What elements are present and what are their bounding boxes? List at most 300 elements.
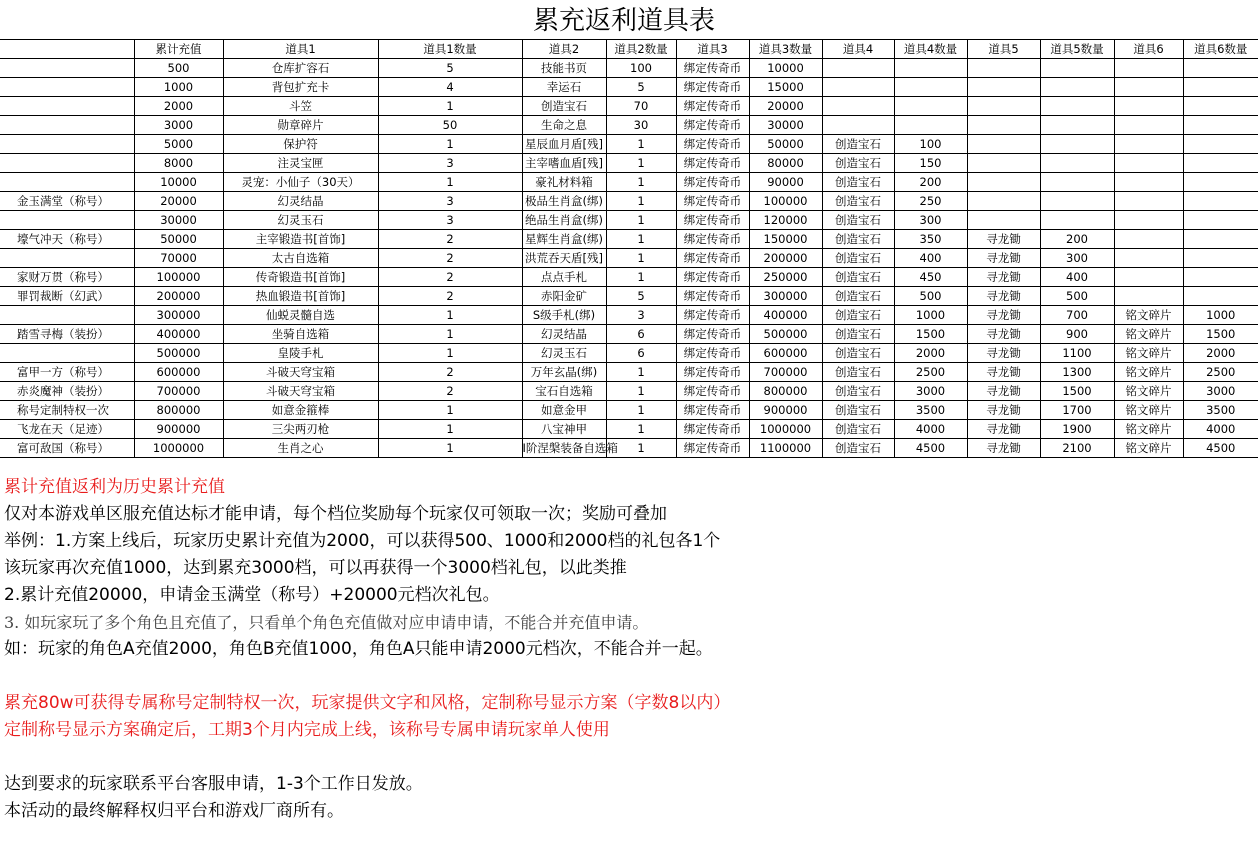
table-cell[interactable]: 主宰锻造书[首饰] (223, 230, 378, 249)
table-cell[interactable]: 20000 (134, 192, 223, 211)
table-cell[interactable]: 绑定传奇币 (676, 230, 749, 249)
table-cell[interactable]: 700000 (134, 382, 223, 401)
table-cell[interactable]: 1 (606, 230, 676, 249)
reward-title-cell[interactable]: 罪罚裁断（幻武） (0, 287, 134, 306)
table-cell[interactable]: 勋章碎片 (223, 116, 378, 135)
table-cell[interactable]: 铭文碎片 (1114, 306, 1183, 325)
table-cell[interactable]: 绑定传奇币 (676, 154, 749, 173)
table-cell[interactable]: 1100000 (749, 439, 822, 458)
table-cell[interactable]: 900 (1040, 325, 1114, 344)
table-cell[interactable]: 1 (606, 192, 676, 211)
table-cell[interactable]: 300 (894, 211, 967, 230)
table-cell[interactable]: 背包扩充卡 (223, 78, 378, 97)
table-cell[interactable] (1040, 116, 1114, 135)
table-cell[interactable]: 3500 (1183, 401, 1258, 420)
reward-title-cell[interactable]: 壕气冲天（称号） (0, 230, 134, 249)
table-cell[interactable]: 八宝神甲 (522, 420, 606, 439)
table-cell[interactable]: 600000 (749, 344, 822, 363)
table-cell[interactable]: 2 (378, 382, 522, 401)
table-cell[interactable] (967, 59, 1040, 78)
table-cell[interactable]: 800000 (749, 382, 822, 401)
table-cell[interactable]: 3000 (134, 116, 223, 135)
reward-title-cell[interactable] (0, 173, 134, 192)
table-cell[interactable]: 4500 (1183, 439, 1258, 458)
table-cell[interactable]: 铭文碎片 (1114, 420, 1183, 439)
reward-title-cell[interactable] (0, 135, 134, 154)
table-cell[interactable]: 250 (894, 192, 967, 211)
table-cell[interactable] (967, 135, 1040, 154)
table-cell[interactable] (1183, 97, 1258, 116)
table-cell[interactable] (1183, 192, 1258, 211)
table-cell[interactable]: 20000 (749, 97, 822, 116)
table-cell[interactable]: 保护符 (223, 135, 378, 154)
table-cell[interactable] (894, 59, 967, 78)
table-cell[interactable] (1040, 135, 1114, 154)
table-cell[interactable]: 1 (378, 325, 522, 344)
reward-title-cell[interactable]: 金玉满堂（称号） (0, 192, 134, 211)
table-cell[interactable]: 绑定传奇币 (676, 420, 749, 439)
table-cell[interactable]: 传奇锻造书[首饰] (223, 268, 378, 287)
reward-title-cell[interactable] (0, 116, 134, 135)
table-cell[interactable]: 1 (606, 211, 676, 230)
table-cell[interactable]: 1700 (1040, 401, 1114, 420)
table-cell[interactable]: 寻龙锄 (967, 439, 1040, 458)
table-cell[interactable]: 斗破天穹宝箱 (223, 382, 378, 401)
table-cell[interactable] (1183, 287, 1258, 306)
table-cell[interactable] (1114, 173, 1183, 192)
table-cell[interactable] (967, 78, 1040, 97)
table-cell[interactable] (1114, 192, 1183, 211)
column-header[interactable]: 道具2 (522, 40, 606, 59)
reward-title-cell[interactable]: 富甲一方（称号） (0, 363, 134, 382)
table-cell[interactable]: 创造宝石 (822, 230, 894, 249)
table-cell[interactable] (1040, 192, 1114, 211)
table-cell[interactable]: 绑定传奇币 (676, 363, 749, 382)
table-cell[interactable]: 主宰嗜血盾[残] (522, 154, 606, 173)
column-header[interactable]: 道具3数量 (749, 40, 822, 59)
table-cell[interactable] (1114, 116, 1183, 135)
table-cell[interactable]: 150 (894, 154, 967, 173)
table-cell[interactable]: 洪荒吞天盾[残] (522, 249, 606, 268)
table-cell[interactable] (1183, 116, 1258, 135)
table-cell[interactable] (1040, 211, 1114, 230)
table-cell[interactable]: 赤阳金矿 (522, 287, 606, 306)
table-cell[interactable]: 1 (606, 154, 676, 173)
table-cell[interactable]: 1 (606, 401, 676, 420)
table-cell[interactable]: 600000 (134, 363, 223, 382)
table-cell[interactable]: 寻龙锄 (967, 287, 1040, 306)
table-cell[interactable]: 绑定传奇币 (676, 211, 749, 230)
column-header[interactable]: 道具4数量 (894, 40, 967, 59)
table-cell[interactable]: 绑定传奇币 (676, 192, 749, 211)
table-cell[interactable]: 创造宝石 (822, 211, 894, 230)
reward-title-cell[interactable] (0, 59, 134, 78)
table-cell[interactable]: 50000 (134, 230, 223, 249)
table-cell[interactable]: 3 (378, 192, 522, 211)
table-cell[interactable]: 1300 (1040, 363, 1114, 382)
table-cell[interactable]: 1000 (134, 78, 223, 97)
table-cell[interactable]: 500000 (749, 325, 822, 344)
table-cell[interactable]: 4000 (1183, 420, 1258, 439)
table-cell[interactable]: 寻龙锄 (967, 382, 1040, 401)
table-cell[interactable]: 铭文碎片 (1114, 363, 1183, 382)
table-cell[interactable]: 700 (1040, 306, 1114, 325)
table-cell[interactable] (1040, 97, 1114, 116)
table-cell[interactable]: 500000 (134, 344, 223, 363)
table-cell[interactable]: 2000 (894, 344, 967, 363)
table-cell[interactable]: 500 (894, 287, 967, 306)
table-cell[interactable]: 1 (378, 97, 522, 116)
table-cell[interactable]: 寻龙锄 (967, 401, 1040, 420)
column-header[interactable]: 道具3 (676, 40, 749, 59)
table-cell[interactable]: 创造宝石 (822, 173, 894, 192)
table-cell[interactable] (1183, 135, 1258, 154)
table-cell[interactable]: 创造宝石 (822, 344, 894, 363)
table-cell[interactable]: 200000 (749, 249, 822, 268)
reward-title-cell[interactable] (0, 306, 134, 325)
table-cell[interactable]: 80000 (749, 154, 822, 173)
table-cell[interactable]: 3 (606, 306, 676, 325)
table-cell[interactable]: 寻龙锄 (967, 420, 1040, 439)
table-cell[interactable]: 寻龙锄 (967, 306, 1040, 325)
table-cell[interactable] (1114, 287, 1183, 306)
table-cell[interactable]: 寻龙锄 (967, 325, 1040, 344)
table-cell[interactable]: 灵宠：小仙子（30天） (223, 173, 378, 192)
table-cell[interactable] (1114, 97, 1183, 116)
table-cell[interactable]: 10000 (749, 59, 822, 78)
table-cell[interactable]: 5 (378, 59, 522, 78)
table-cell[interactable]: 1 (378, 344, 522, 363)
table-cell[interactable]: 1000 (1183, 306, 1258, 325)
table-cell[interactable]: 绑定传奇币 (676, 135, 749, 154)
table-cell[interactable]: 1 (606, 439, 676, 458)
table-cell[interactable] (1183, 249, 1258, 268)
column-header[interactable]: 累计充值 (134, 40, 223, 59)
table-cell[interactable] (967, 97, 1040, 116)
reward-title-cell[interactable] (0, 211, 134, 230)
table-cell[interactable] (822, 78, 894, 97)
table-cell[interactable]: 注灵宝匣 (223, 154, 378, 173)
table-cell[interactable]: 创造宝石 (822, 363, 894, 382)
column-header[interactable]: 道具1数量 (378, 40, 522, 59)
table-cell[interactable]: 200 (894, 173, 967, 192)
table-cell[interactable]: 星辰血月盾[残] (522, 135, 606, 154)
table-cell[interactable]: 900000 (134, 420, 223, 439)
table-cell[interactable]: 铭文碎片 (1114, 344, 1183, 363)
table-cell[interactable]: 2 (378, 249, 522, 268)
table-cell[interactable]: 1 (606, 382, 676, 401)
table-cell[interactable]: 绑定传奇币 (676, 306, 749, 325)
table-cell[interactable] (894, 78, 967, 97)
table-cell[interactable] (1114, 211, 1183, 230)
table-cell[interactable]: 100000 (749, 192, 822, 211)
table-cell[interactable] (1183, 173, 1258, 192)
table-cell[interactable]: 4500 (894, 439, 967, 458)
column-header[interactable]: 道具6 (1114, 40, 1183, 59)
table-cell[interactable]: 宝石自选箱 (522, 382, 606, 401)
table-cell[interactable]: 700000 (749, 363, 822, 382)
table-cell[interactable]: 2 (378, 268, 522, 287)
table-cell[interactable] (1114, 230, 1183, 249)
table-cell[interactable]: 50000 (749, 135, 822, 154)
table-cell[interactable]: 绑定传奇币 (676, 344, 749, 363)
table-cell[interactable] (1183, 59, 1258, 78)
table-cell[interactable]: 5000 (134, 135, 223, 154)
table-cell[interactable]: 1 (606, 173, 676, 192)
table-cell[interactable]: 5 (606, 287, 676, 306)
table-cell[interactable]: 绑定传奇币 (676, 401, 749, 420)
table-cell[interactable]: 2 (378, 230, 522, 249)
table-cell[interactable]: 150000 (749, 230, 822, 249)
table-cell[interactable]: 5 (606, 78, 676, 97)
table-cell[interactable]: 幻灵玉石 (223, 211, 378, 230)
table-cell[interactable]: 绝品生肖盒(绑) (522, 211, 606, 230)
table-cell[interactable]: 1 (378, 439, 522, 458)
table-cell[interactable]: 创造宝石 (822, 268, 894, 287)
table-cell[interactable]: 800000 (134, 401, 223, 420)
table-cell[interactable]: 1 (606, 249, 676, 268)
table-cell[interactable]: 万年玄晶(绑) (522, 363, 606, 382)
table-cell[interactable]: 创造宝石 (822, 154, 894, 173)
table-cell[interactable]: 创造宝石 (822, 401, 894, 420)
table-cell[interactable]: 创造宝石 (822, 192, 894, 211)
reward-title-cell[interactable]: 赤炎魔神（装扮） (0, 382, 134, 401)
reward-title-cell[interactable]: 称号定制特权一次 (0, 401, 134, 420)
table-cell[interactable]: 极品生肖盒(绑) (522, 192, 606, 211)
table-cell[interactable]: 技能书页 (522, 59, 606, 78)
column-header[interactable]: 道具2数量 (606, 40, 676, 59)
table-cell[interactable]: 绑定传奇币 (676, 173, 749, 192)
table-cell[interactable]: 幻灵结晶 (522, 325, 606, 344)
table-cell[interactable]: 300000 (134, 306, 223, 325)
table-cell[interactable]: 15000 (749, 78, 822, 97)
table-cell[interactable]: 30000 (749, 116, 822, 135)
table-cell[interactable]: 300 (1040, 249, 1114, 268)
table-cell[interactable]: 生命之息 (522, 116, 606, 135)
table-cell[interactable]: 500 (1040, 287, 1114, 306)
table-cell[interactable]: 1500 (1040, 382, 1114, 401)
table-cell[interactable]: 4 (378, 78, 522, 97)
table-cell[interactable] (822, 59, 894, 78)
table-cell[interactable]: 900000 (749, 401, 822, 420)
table-cell[interactable] (1183, 154, 1258, 173)
table-cell[interactable]: 皇陵手札 (223, 344, 378, 363)
table-cell[interactable]: S级手札(绑) (522, 306, 606, 325)
table-cell[interactable]: 3 (378, 154, 522, 173)
table-cell[interactable]: 创造宝石 (822, 420, 894, 439)
table-cell[interactable]: 1000000 (749, 420, 822, 439)
table-cell[interactable]: 绑定传奇币 (676, 59, 749, 78)
table-cell[interactable]: 创造宝石 (822, 135, 894, 154)
table-cell[interactable]: 2500 (894, 363, 967, 382)
table-cell[interactable]: 1 (378, 420, 522, 439)
table-cell[interactable]: 寻龙锄 (967, 268, 1040, 287)
table-cell[interactable]: 寻龙锄 (967, 249, 1040, 268)
table-cell[interactable]: 100 (606, 59, 676, 78)
table-cell[interactable]: 幸运石 (522, 78, 606, 97)
reward-title-cell[interactable] (0, 154, 134, 173)
table-cell[interactable]: 1100 (1040, 344, 1114, 363)
table-cell[interactable]: 450 (894, 268, 967, 287)
table-cell[interactable]: 创造宝石 (822, 382, 894, 401)
table-cell[interactable] (822, 116, 894, 135)
table-cell[interactable]: 6 (606, 344, 676, 363)
table-cell[interactable]: 3500 (894, 401, 967, 420)
table-cell[interactable]: 30 (606, 116, 676, 135)
table-cell[interactable]: 寻龙锄 (967, 230, 1040, 249)
table-cell[interactable]: 3000 (1183, 382, 1258, 401)
table-cell[interactable]: 生肖之心 (223, 439, 378, 458)
table-cell[interactable]: 2500 (1183, 363, 1258, 382)
table-cell[interactable]: 1000 (894, 306, 967, 325)
column-header[interactable]: 道具4 (822, 40, 894, 59)
table-cell[interactable]: 幻灵结晶 (223, 192, 378, 211)
table-cell[interactable]: 1 (606, 363, 676, 382)
reward-title-cell[interactable] (0, 97, 134, 116)
column-header[interactable] (0, 40, 134, 59)
table-cell[interactable]: 斗笠 (223, 97, 378, 116)
table-cell[interactable] (1114, 59, 1183, 78)
table-cell[interactable]: 2000 (134, 97, 223, 116)
table-cell[interactable]: 1 (606, 135, 676, 154)
table-cell[interactable]: 200 (1040, 230, 1114, 249)
table-cell[interactable] (822, 97, 894, 116)
table-cell[interactable]: 寻龙锄 (967, 344, 1040, 363)
table-cell[interactable]: 三尖两刃枪 (223, 420, 378, 439)
table-cell[interactable]: 幻灵玉石 (522, 344, 606, 363)
table-cell[interactable] (894, 97, 967, 116)
column-header[interactable]: 道具5 (967, 40, 1040, 59)
table-cell[interactable]: 1 (378, 306, 522, 325)
reward-title-cell[interactable] (0, 78, 134, 97)
table-cell[interactable]: 1900 (1040, 420, 1114, 439)
table-cell[interactable]: 1 (606, 268, 676, 287)
table-cell[interactable]: 500 (134, 59, 223, 78)
reward-title-cell[interactable] (0, 249, 134, 268)
reward-title-cell[interactable]: 飞龙在天（足迹） (0, 420, 134, 439)
table-cell[interactable]: 30000 (134, 211, 223, 230)
table-cell[interactable]: 1 (378, 135, 522, 154)
table-cell[interactable]: 70 (606, 97, 676, 116)
table-cell[interactable]: 绑定传奇币 (676, 116, 749, 135)
table-cell[interactable]: 1 (606, 420, 676, 439)
table-cell[interactable]: 点点手札 (522, 268, 606, 287)
table-cell[interactable]: 如意金甲 (522, 401, 606, 420)
table-cell[interactable] (894, 116, 967, 135)
table-cell[interactable]: 2100 (1040, 439, 1114, 458)
table-cell[interactable]: 创造宝石 (822, 249, 894, 268)
table-cell[interactable]: 绑定传奇币 (676, 249, 749, 268)
table-cell[interactable]: 10000 (134, 173, 223, 192)
table-cell[interactable] (967, 154, 1040, 173)
column-header[interactable]: 道具6数量 (1183, 40, 1258, 59)
table-cell[interactable]: 400000 (749, 306, 822, 325)
table-cell[interactable]: 2 (378, 287, 522, 306)
table-cell[interactable]: 50 (378, 116, 522, 135)
table-cell[interactable]: 绑定传奇币 (676, 97, 749, 116)
table-cell[interactable] (1040, 59, 1114, 78)
table-cell[interactable]: 350 (894, 230, 967, 249)
table-cell[interactable]: 400 (894, 249, 967, 268)
table-cell[interactable]: 创造宝石 (522, 97, 606, 116)
table-cell[interactable] (1114, 249, 1183, 268)
table-cell[interactable]: 铭文碎片 (1114, 382, 1183, 401)
table-cell[interactable]: 铭文碎片 (1114, 439, 1183, 458)
table-cell[interactable] (967, 116, 1040, 135)
column-header[interactable]: 道具1 (223, 40, 378, 59)
table-cell[interactable]: 6 (606, 325, 676, 344)
table-cell[interactable]: 100000 (134, 268, 223, 287)
table-cell[interactable]: 3 (378, 211, 522, 230)
reward-title-cell[interactable] (0, 344, 134, 363)
table-cell[interactable]: 创造宝石 (822, 439, 894, 458)
table-cell[interactable]: 400 (1040, 268, 1114, 287)
table-cell[interactable]: 绑定传奇币 (676, 382, 749, 401)
table-cell[interactable]: 仓库扩容石 (223, 59, 378, 78)
table-cell[interactable]: 120000 (749, 211, 822, 230)
table-cell[interactable]: 绑定传奇币 (676, 439, 749, 458)
table-cell[interactable] (1040, 173, 1114, 192)
table-cell[interactable]: 1000000 (134, 439, 223, 458)
table-cell[interactable]: 1500 (894, 325, 967, 344)
table-cell[interactable]: 绑定传奇币 (676, 325, 749, 344)
table-cell[interactable]: 太古自选箱 (223, 249, 378, 268)
table-cell[interactable]: 400000 (134, 325, 223, 344)
table-cell[interactable]: 绑定传奇币 (676, 268, 749, 287)
table-cell[interactable]: 星辉生肖盒(绑) (522, 230, 606, 249)
table-cell[interactable] (1183, 78, 1258, 97)
table-cell[interactable] (967, 173, 1040, 192)
table-cell[interactable] (1040, 78, 1114, 97)
table-cell[interactable]: 绑定传奇币 (676, 287, 749, 306)
table-cell[interactable]: 创造宝石 (822, 306, 894, 325)
table-cell[interactable]: 250000 (749, 268, 822, 287)
table-cell[interactable] (967, 211, 1040, 230)
reward-title-cell[interactable]: 踏雪寻梅（装扮） (0, 325, 134, 344)
table-cell[interactable]: 8000 (134, 154, 223, 173)
table-cell[interactable]: 70000 (134, 249, 223, 268)
table-cell[interactable]: 斗破天穹宝箱 (223, 363, 378, 382)
column-header[interactable]: 道具5数量 (1040, 40, 1114, 59)
table-cell[interactable]: 2 (378, 363, 522, 382)
table-cell[interactable]: 如意金箍棒 (223, 401, 378, 420)
table-cell[interactable]: 创造宝石 (822, 287, 894, 306)
table-cell[interactable]: 300000 (749, 287, 822, 306)
table-cell[interactable] (1114, 268, 1183, 287)
table-cell[interactable]: 200000 (134, 287, 223, 306)
table-cell[interactable] (1114, 135, 1183, 154)
table-cell[interactable]: 创造宝石 (822, 325, 894, 344)
table-cell[interactable]: 绑定传奇币 (676, 78, 749, 97)
table-cell[interactable]: 豪礼材料箱 (522, 173, 606, 192)
reward-title-cell[interactable]: 家财万贯（称号） (0, 268, 134, 287)
table-cell[interactable]: 仙蜕灵髓自选 (223, 306, 378, 325)
table-cell[interactable] (1114, 154, 1183, 173)
table-cell[interactable]: 1 (378, 401, 522, 420)
table-cell[interactable] (1183, 211, 1258, 230)
table-cell[interactable]: 1 (378, 173, 522, 192)
table-cell[interactable]: 90000 (749, 173, 822, 192)
table-cell[interactable]: 1500 (1183, 325, 1258, 344)
table-cell[interactable] (1114, 78, 1183, 97)
table-cell[interactable] (967, 192, 1040, 211)
table-cell[interactable]: 铭文碎片 (1114, 401, 1183, 420)
table-cell[interactable]: 寻龙锄 (967, 363, 1040, 382)
table-cell[interactable]: 3000 (894, 382, 967, 401)
table-cell[interactable]: 铭文碎片 (1114, 325, 1183, 344)
table-cell[interactable] (1183, 268, 1258, 287)
table-cell[interactable]: 100 (894, 135, 967, 154)
